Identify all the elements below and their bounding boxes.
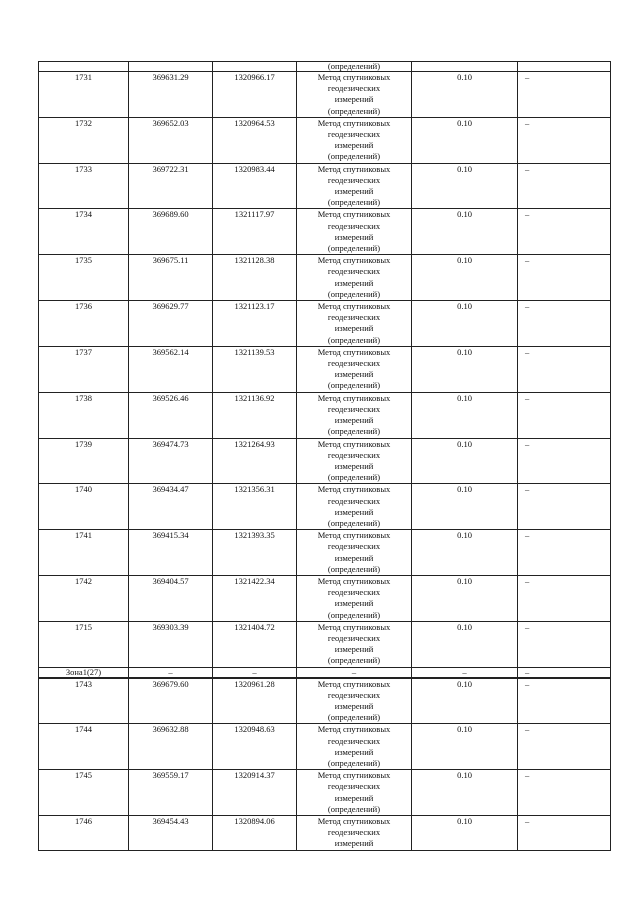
method-line: измерений <box>334 792 374 803</box>
description-cell: – <box>518 575 611 621</box>
point-number-cell: 1731 <box>39 72 129 118</box>
accuracy-cell: 0.10 <box>412 346 518 392</box>
point-number-cell: 1715 <box>39 621 129 667</box>
method-cell <box>297 117 412 163</box>
description-cell: – <box>518 770 611 816</box>
accuracy-cell: 0.10 <box>412 770 518 816</box>
method-line: (определений) <box>327 426 381 437</box>
y-coordinate-cell: 1320894.06 <box>213 816 297 851</box>
method-line: Метод спутниковых <box>317 392 391 403</box>
y-coordinate-cell: 1321264.93 <box>213 438 297 484</box>
table-row <box>39 209 611 255</box>
method-line: геодезических <box>327 220 381 231</box>
point-number-cell: 1737 <box>39 346 129 392</box>
method-line: Метод спутниковых <box>317 346 391 357</box>
x-coordinate-cell: 369722.31 <box>129 163 213 209</box>
method-line: Метод спутниковых <box>317 575 391 586</box>
y-coordinate-cell: 1320961.28 <box>213 678 297 724</box>
x-coordinate-cell: 369631.29 <box>129 72 213 118</box>
description-cell: – <box>518 530 611 576</box>
method-line: измерений <box>334 838 374 849</box>
y-coordinate-cell: 1320983.44 <box>213 163 297 209</box>
method-line: Метод спутниковых <box>317 724 391 735</box>
method-cell <box>297 530 412 576</box>
method-line: геодезических <box>327 312 381 323</box>
description-cell: – <box>518 117 611 163</box>
x-coordinate-cell: 369562.14 <box>129 346 213 392</box>
method-line: геодезических <box>327 83 381 94</box>
method-line: геодезических <box>327 174 381 185</box>
accuracy-cell: 0.10 <box>412 530 518 576</box>
method-line: геодезических <box>327 587 381 598</box>
accuracy-cell: 0.10 <box>412 163 518 209</box>
method-line: (определений) <box>327 105 381 116</box>
method-line: Метод спутниковых <box>317 770 391 781</box>
accuracy-cell <box>412 62 518 72</box>
point-number-cell <box>39 62 129 72</box>
y-coordinate-cell: 1321117.97 <box>213 209 297 255</box>
y-coordinate-cell: 1321136.92 <box>213 392 297 438</box>
method-line: геодезических <box>327 781 381 792</box>
method-line: (определений) <box>327 757 381 768</box>
method-line: геодезических <box>327 449 381 460</box>
point-number-cell: 1744 <box>39 724 129 770</box>
description-cell: – <box>518 346 611 392</box>
method-line: Метод спутниковых <box>317 530 391 541</box>
y-coordinate-cell: 1321356.31 <box>213 484 297 530</box>
y-coordinate-cell <box>213 62 297 72</box>
point-number-cell: 1739 <box>39 438 129 484</box>
x-coordinate-cell: 369629.77 <box>129 301 213 347</box>
accuracy-cell: 0.10 <box>412 484 518 530</box>
method-cell <box>297 209 412 255</box>
method-line: геодезических <box>327 735 381 746</box>
x-coordinate-cell: 369679.60 <box>129 678 213 724</box>
x-coordinate-cell <box>129 62 213 72</box>
description-cell: – <box>518 621 611 667</box>
method-line: Метод спутниковых <box>317 621 391 632</box>
zone-empty-cell: – <box>213 667 297 678</box>
accuracy-cell: 0.10 <box>412 438 518 484</box>
y-coordinate-cell: 1320948.63 <box>213 724 297 770</box>
accuracy-cell: 0.10 <box>412 621 518 667</box>
method-line: (определений) <box>327 197 381 208</box>
y-coordinate-cell: 1320914.37 <box>213 770 297 816</box>
method-line: измерений <box>334 277 374 288</box>
y-coordinate-cell: 1320966.17 <box>213 72 297 118</box>
y-coordinate-cell: 1320964.53 <box>213 117 297 163</box>
point-number-cell: 1740 <box>39 484 129 530</box>
description-cell: – <box>518 816 611 851</box>
table-row <box>39 678 611 724</box>
table-row <box>39 163 611 209</box>
zone-label-cell: Зона1(27) <box>39 667 129 678</box>
method-line: геодезических <box>327 541 381 552</box>
x-coordinate-cell: 369474.73 <box>129 438 213 484</box>
description-cell: – <box>518 163 611 209</box>
method-cell <box>297 770 412 816</box>
method-cell <box>297 816 412 851</box>
description-cell: – <box>518 678 611 724</box>
accuracy-cell: 0.10 <box>412 392 518 438</box>
method-line: измерений <box>334 746 374 757</box>
continued-row <box>39 62 611 72</box>
table-row <box>39 255 611 301</box>
method-line: (определений) <box>327 609 381 620</box>
method-line: Метод спутниковых <box>317 678 391 689</box>
method-line: (определений) <box>327 517 381 528</box>
method-line: Метод спутниковых <box>317 72 391 82</box>
method-line: измерений <box>334 700 374 711</box>
zone-empty-cell: – <box>412 667 518 678</box>
method-line: (определений) <box>327 380 381 391</box>
method-line: измерений <box>334 94 374 105</box>
method-line: Метод спутниковых <box>317 117 391 128</box>
coordinates-table <box>38 61 611 851</box>
y-coordinate-cell: 1321422.34 <box>213 575 297 621</box>
method-line: Метод спутниковых <box>317 816 391 826</box>
zone-row <box>39 667 611 678</box>
method-cell <box>297 346 412 392</box>
method-cell <box>297 484 412 530</box>
table-row <box>39 346 611 392</box>
method-line: (определений) <box>327 334 381 345</box>
table-row <box>39 117 611 163</box>
method-line: Метод спутниковых <box>317 484 391 495</box>
method-line: геодезических <box>327 358 381 369</box>
accuracy-cell: 0.10 <box>412 724 518 770</box>
method-line: измерений <box>334 552 374 563</box>
zone-empty-cell: – <box>129 667 213 678</box>
method-line: измерений <box>334 186 374 197</box>
y-coordinate-cell: 1321139.53 <box>213 346 297 392</box>
y-coordinate-cell: 1321393.35 <box>213 530 297 576</box>
zone-empty-cell: – <box>297 667 412 678</box>
method-line: (определений) <box>327 243 381 254</box>
point-number-cell: 1734 <box>39 209 129 255</box>
x-coordinate-cell: 369404.57 <box>129 575 213 621</box>
x-coordinate-cell: 369415.34 <box>129 530 213 576</box>
point-number-cell: 1741 <box>39 530 129 576</box>
table-row <box>39 575 611 621</box>
method-line: измерений <box>334 140 374 151</box>
zone-empty-cell: – <box>518 667 611 678</box>
point-number-cell: 1735 <box>39 255 129 301</box>
point-number-cell: 1743 <box>39 678 129 724</box>
table-row <box>39 770 611 816</box>
table-row <box>39 392 611 438</box>
method-line: геодезических <box>327 495 381 506</box>
method-line: Метод спутниковых <box>317 438 391 449</box>
method-line: измерений <box>334 460 374 471</box>
method-cell <box>297 438 412 484</box>
point-number-cell: 1745 <box>39 770 129 816</box>
x-coordinate-cell: 369434.47 <box>129 484 213 530</box>
method-cell: (определений) <box>297 62 412 72</box>
method-cell <box>297 575 412 621</box>
accuracy-cell: 0.10 <box>412 678 518 724</box>
method-line: (определений) <box>327 712 381 723</box>
description-cell: – <box>518 72 611 118</box>
x-coordinate-cell: 369675.11 <box>129 255 213 301</box>
table-row <box>39 72 611 118</box>
table-row <box>39 816 611 851</box>
method-cell <box>297 724 412 770</box>
description-cell: – <box>518 301 611 347</box>
method-cell <box>297 678 412 724</box>
table-row <box>39 438 611 484</box>
method-line: Метод спутниковых <box>317 209 391 220</box>
method-line: Метод спутниковых <box>317 301 391 312</box>
accuracy-cell: 0.10 <box>412 575 518 621</box>
description-cell: – <box>518 724 611 770</box>
description-cell: – <box>518 484 611 530</box>
method-line: (определений) <box>327 151 381 162</box>
method-line: Метод спутниковых <box>317 163 391 174</box>
method-line: (определений) <box>327 288 381 299</box>
description-cell: – <box>518 209 611 255</box>
method-line: измерений <box>334 644 374 655</box>
accuracy-cell: 0.10 <box>412 816 518 851</box>
description-cell: – <box>518 255 611 301</box>
point-number-cell: 1746 <box>39 816 129 851</box>
point-number-cell: 1738 <box>39 392 129 438</box>
method-cell <box>297 163 412 209</box>
table-row <box>39 530 611 576</box>
method-line: геодезических <box>327 827 381 838</box>
coordinates-table-body <box>39 62 611 851</box>
x-coordinate-cell: 369652.03 <box>129 117 213 163</box>
method-line: измерений <box>334 231 374 242</box>
table-row <box>39 301 611 347</box>
point-number-cell: 1732 <box>39 117 129 163</box>
x-coordinate-cell: 369454.43 <box>129 816 213 851</box>
method-cell <box>297 621 412 667</box>
x-coordinate-cell: 369632.88 <box>129 724 213 770</box>
accuracy-cell: 0.10 <box>412 209 518 255</box>
method-line: геодезических <box>327 403 381 414</box>
method-line: (определений) <box>327 563 381 574</box>
x-coordinate-cell: 369689.60 <box>129 209 213 255</box>
point-number-cell: 1742 <box>39 575 129 621</box>
x-coordinate-cell: 369303.39 <box>129 621 213 667</box>
accuracy-cell: 0.10 <box>412 117 518 163</box>
method-line: измерений <box>334 506 374 517</box>
method-line: измерений <box>334 323 374 334</box>
method-line: геодезических <box>327 266 381 277</box>
table-row <box>39 484 611 530</box>
point-number-cell: 1733 <box>39 163 129 209</box>
method-line: (определений) <box>327 803 381 814</box>
y-coordinate-cell: 1321404.72 <box>213 621 297 667</box>
method-cell <box>297 255 412 301</box>
table-row <box>39 724 611 770</box>
x-coordinate-cell: 369559.17 <box>129 770 213 816</box>
point-number-cell: 1736 <box>39 301 129 347</box>
method-line: геодезических <box>327 632 381 643</box>
description-cell: – <box>518 438 611 484</box>
y-coordinate-cell: 1321123.17 <box>213 301 297 347</box>
method-line: измерений <box>334 369 374 380</box>
description-cell <box>518 62 611 72</box>
method-line: (определений) <box>327 472 381 483</box>
method-line: геодезических <box>327 129 381 140</box>
method-cell <box>297 301 412 347</box>
method-cell <box>297 392 412 438</box>
method-cell <box>297 72 412 118</box>
method-line: геодезических <box>327 689 381 700</box>
method-line: измерений <box>334 598 374 609</box>
method-line: измерений <box>334 415 374 426</box>
accuracy-cell: 0.10 <box>412 255 518 301</box>
description-cell: – <box>518 392 611 438</box>
accuracy-cell: 0.10 <box>412 72 518 118</box>
method-line: (определений) <box>327 655 381 666</box>
table-row <box>39 621 611 667</box>
method-line: Метод спутниковых <box>317 255 391 266</box>
y-coordinate-cell: 1321128.38 <box>213 255 297 301</box>
x-coordinate-cell: 369526.46 <box>129 392 213 438</box>
accuracy-cell: 0.10 <box>412 301 518 347</box>
